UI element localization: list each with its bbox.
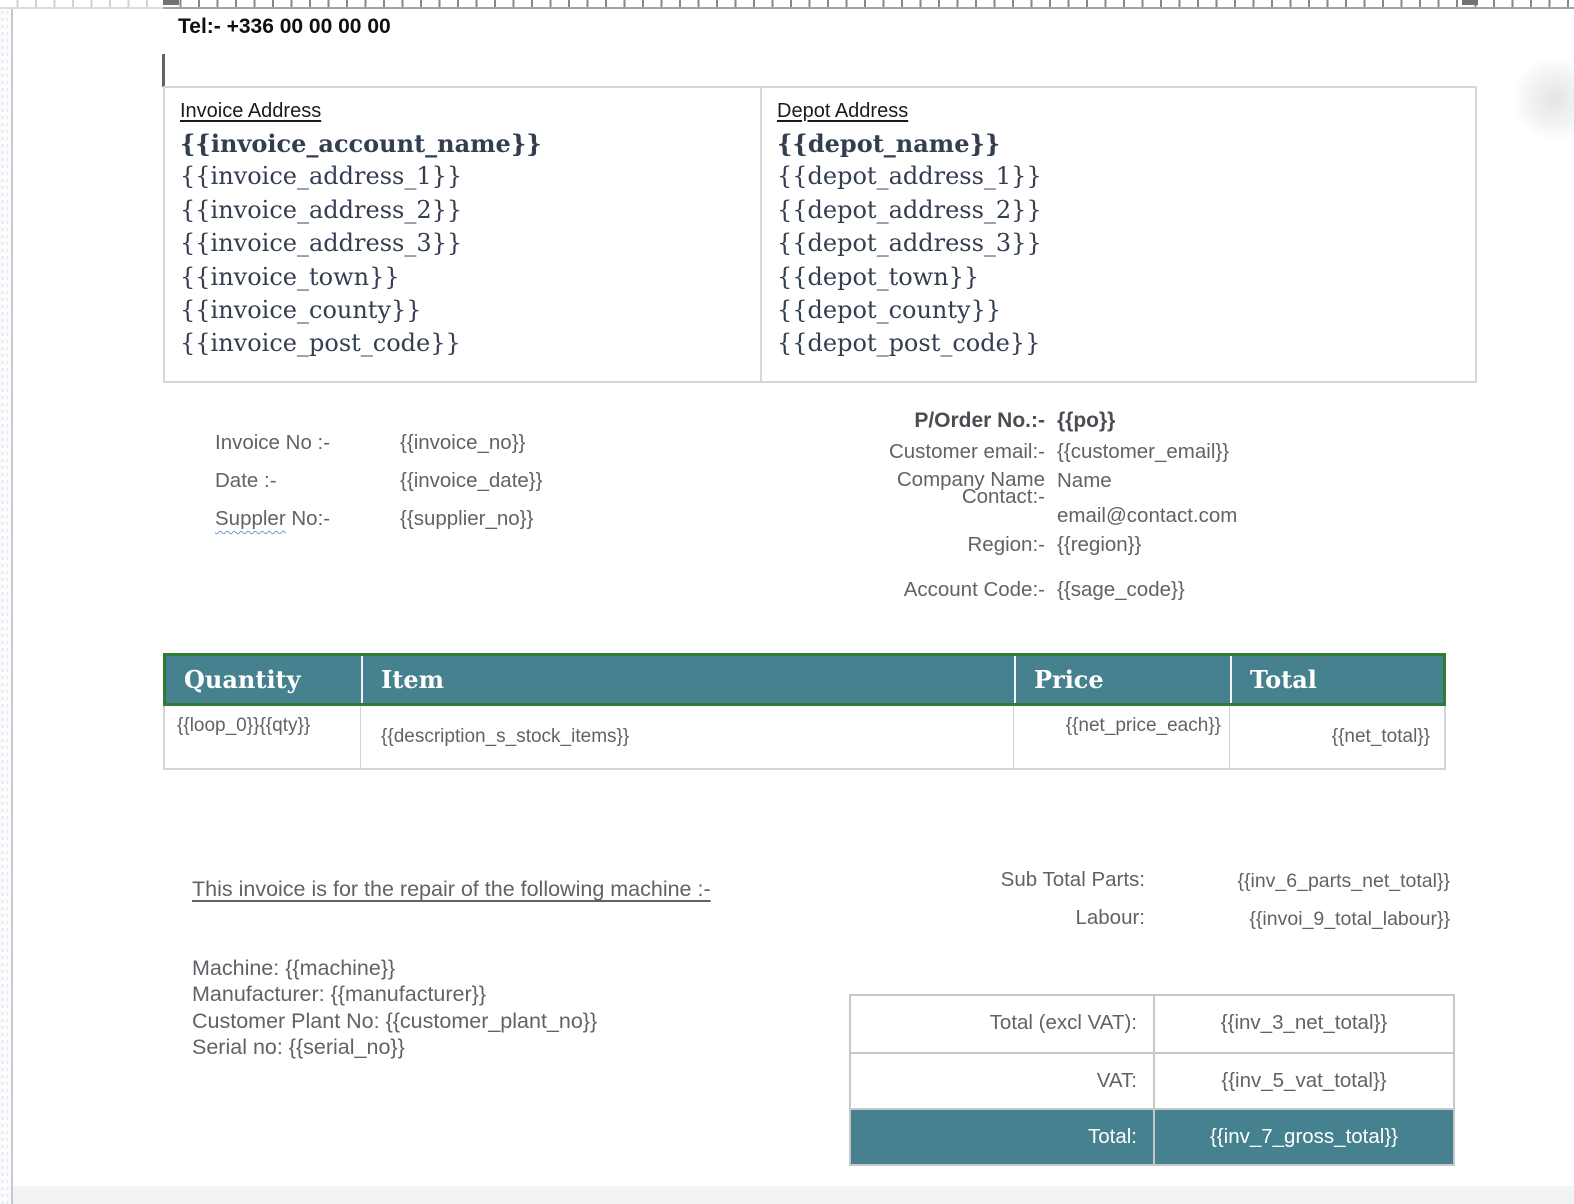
contact-email-value: email@contact.com (1057, 504, 1238, 527)
depot-address-placeholder: {{depot_address_3}} (777, 229, 1042, 258)
machine-section-heading: This invoice is for the repair of the following machine :- (192, 877, 711, 901)
contact-label: Contact:- (961, 485, 1045, 508)
text-cursor (162, 54, 165, 87)
invoice-no-label: Invoice No :- (215, 431, 331, 454)
invoice-date-placeholder: {{invoice_date}} (400, 469, 543, 492)
account-code-label: Account Code:- (903, 578, 1045, 601)
quantity-cell: {{loop_0}}{{qty}} (177, 715, 311, 736)
net-total-label: Total (excl VAT): (989, 1011, 1137, 1034)
sub-total-parts-label: Sub Total Parts: (1000, 868, 1145, 891)
totals-row-net (851, 996, 1453, 1052)
item-cell: {{description_s_stock_items}} (360, 706, 1013, 768)
net-total-placeholder: {{inv_3_net_total}} (1153, 996, 1453, 1052)
company-contact-label (790, 468, 1045, 508)
vat-placeholder: {{inv_5_vat_total}} (1153, 1054, 1453, 1108)
address-box-divider (760, 88, 762, 381)
invoice-address-placeholder: {{invoice_address_1}} (180, 162, 463, 191)
invoice-account-name-placeholder: {{invoice_account_name}} (180, 129, 542, 158)
ruler[interactable] (163, 0, 1574, 9)
tel-line: Tel:- +336 00 00 00 00 (178, 15, 391, 38)
items-table-header-row (163, 653, 1446, 706)
price-cell: {{net_price_each}} (1013, 706, 1229, 768)
depot-address-placeholder: {{depot_post_code}} (777, 329, 1041, 358)
machine-line: Manufacturer: {{manufacturer}} (192, 982, 487, 1007)
machine-line: Customer Plant No: {{customer_plant_no}} (192, 1008, 598, 1033)
invoice-address-placeholder: {{invoice_address_3}} (180, 229, 463, 258)
depot-address-placeholder: {{depot_town}} (777, 262, 980, 291)
invoice-address-heading: Invoice Address (180, 100, 322, 122)
scroll-fade-blob (1512, 56, 1574, 142)
ruler-right-indent-marker[interactable] (1462, 0, 1478, 5)
left-gutter (0, 9, 11, 1204)
gross-total-label: Total: (1088, 1125, 1137, 1148)
address-box (163, 86, 1477, 383)
region-placeholder: {{region}} (1057, 533, 1142, 556)
invoice-address-column (180, 100, 740, 361)
ruler-left-indent-marker[interactable] (163, 0, 179, 5)
items-table-body-row (163, 706, 1446, 770)
invoice-no-placeholder: {{invoice_no}} (400, 431, 526, 454)
invoice-address-placeholder: {{invoice_county}} (180, 296, 422, 325)
items-header-item: Item (361, 656, 1014, 703)
customer-email-placeholder: {{customer_email}} (1057, 440, 1230, 463)
items-header-total: Total (1230, 656, 1443, 703)
totals-row-gross (851, 1108, 1453, 1164)
labour-label: Labour: (1075, 906, 1145, 929)
vat-label: VAT: (1096, 1069, 1137, 1092)
totals-row-vat (851, 1052, 1453, 1108)
depot-address-column (777, 100, 1337, 361)
ruler-margin-segment[interactable] (0, 0, 163, 9)
page-edge-line (11, 9, 13, 1204)
items-table (163, 653, 1446, 770)
machine-line: Machine: {{machine}} (192, 956, 396, 980)
company-name-label: Company Name (896, 468, 1045, 491)
misspelled-word: Suppler (215, 507, 286, 530)
supplier-no-label-rest: No:- (285, 507, 331, 530)
contact-name-value: Name (1057, 469, 1112, 492)
invoice-address-placeholder: {{invoice_address_2}} (180, 195, 463, 224)
depot-name-placeholder: {{depot_name}} (777, 129, 1001, 158)
depot-address-placeholder: {{depot_address_2}} (777, 195, 1042, 224)
labour-placeholder: {{invoi_9_total_labour}} (1249, 908, 1450, 930)
machine-line: Serial no: {{serial_no}} (192, 1035, 405, 1060)
po-label: P/Order No.:- (914, 409, 1045, 432)
items-header-quantity: Quantity (184, 665, 301, 694)
depot-address-placeholder: {{depot_address_1}} (777, 162, 1042, 191)
date-label: Date :- (215, 469, 277, 492)
sage-code-placeholder: {{sage_code}} (1057, 578, 1185, 601)
gross-total-placeholder: {{inv_7_gross_total}} (1153, 1110, 1453, 1164)
items-header-price: Price (1014, 656, 1230, 703)
region-label: Region:- (967, 533, 1045, 556)
total-cell: {{net_total}} (1229, 706, 1444, 768)
page-bottom-strip (13, 1186, 1574, 1204)
machine-details (192, 955, 597, 1061)
po-placeholder: {{po}} (1057, 409, 1116, 432)
totals-table (849, 994, 1455, 1166)
customer-email-label: Customer email:- (888, 440, 1045, 463)
supplier-no-label (215, 507, 330, 531)
supplier-no-placeholder: {{supplier_no}} (400, 507, 534, 530)
invoice-address-placeholder: {{invoice_town}} (180, 262, 400, 291)
sub-total-parts-placeholder: {{inv_6_parts_net_total}} (1237, 870, 1450, 892)
depot-address-placeholder: {{depot_county}} (777, 296, 1002, 325)
invoice-address-placeholder: {{invoice_post_code}} (180, 329, 461, 358)
depot-address-heading: Depot Address (777, 100, 909, 122)
